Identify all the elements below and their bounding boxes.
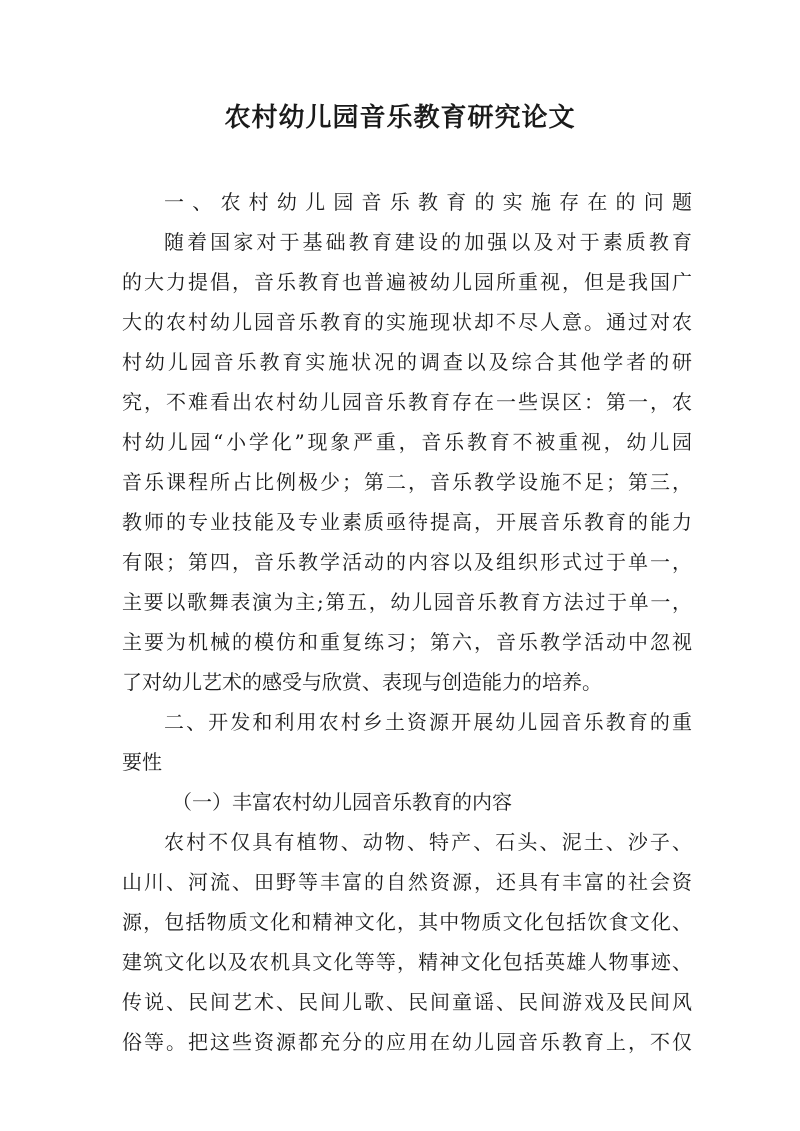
paragraph-line: 农村不仅具有植物、动物、特产、石头、泥土、沙子、: [164, 830, 692, 854]
paragraph-line: 大的农村幼儿园音乐教育的实施现状却不尽人意。通过对农: [122, 310, 692, 334]
section-heading-2-cont: 要性: [122, 750, 162, 774]
paragraph-line: 究，不难看出农村幼儿园音乐教育存在一些误区：第一，农: [122, 390, 692, 414]
paragraph-line: 源，包括物质文化和精神文化，其中物质文化包括饮食文化、: [122, 910, 692, 934]
paragraph-line: 山川、河流、田野等丰富的自然资源，还具有丰富的社会资: [122, 870, 692, 894]
section-heading-2: 二、开发和利用农村乡土资源开展幼儿园音乐教育的重: [164, 710, 692, 734]
paragraph-line: 村幼儿园“小学化”现象严重，音乐教育不被重视，幼儿园: [122, 430, 692, 454]
paragraph-line: 有限；第四，音乐教学活动的内容以及组织形式过于单一，: [122, 550, 692, 574]
paragraph-line: 建筑文化以及农机具文化等等，精神文化包括英雄人物事迹、: [122, 950, 692, 974]
paragraph-line: 俗等。把这些资源都充分的应用在幼儿园音乐教育上，不仅: [122, 1030, 692, 1054]
paragraph-line: 了对幼儿艺术的感受与欣赏、表现与创造能力的培养。: [122, 670, 602, 694]
paragraph-line: 主要为机械的模仿和重复练习；第六，音乐教学活动中忽视: [122, 630, 692, 654]
paragraph-line: 传说、民间艺术、民间儿歌、民间童谣、民间游戏及民间风: [122, 990, 692, 1014]
subsection-heading-1: （一）丰富农村幼儿园音乐教育的内容: [172, 790, 512, 814]
paragraph-line: 音乐课程所占比例极少；第二，音乐教学设施不足；第三，: [122, 470, 692, 494]
paragraph-line: 教师的专业技能及专业素质亟待提高，开展音乐教育的能力: [122, 510, 692, 534]
paragraph-line: 的大力提倡，音乐教育也普遍被幼儿园所重视，但是我国广: [122, 270, 692, 294]
document-body: [122, 182, 692, 1062]
paragraph-line: 随着国家对于基础教育建设的加强以及对于素质教育: [164, 230, 692, 254]
section-heading-1: 一、农村幼儿园音乐教育的实施存在的问题: [164, 190, 692, 214]
paragraph-line: 村幼儿园音乐教育实施状况的调查以及综合其他学者的研: [122, 350, 692, 374]
paragraph-line: 主要以歌舞表演为主;第五，幼儿园音乐教育方法过于单一，: [122, 590, 692, 614]
document-title: 农村幼儿园音乐教育研究论文: [224, 103, 576, 133]
